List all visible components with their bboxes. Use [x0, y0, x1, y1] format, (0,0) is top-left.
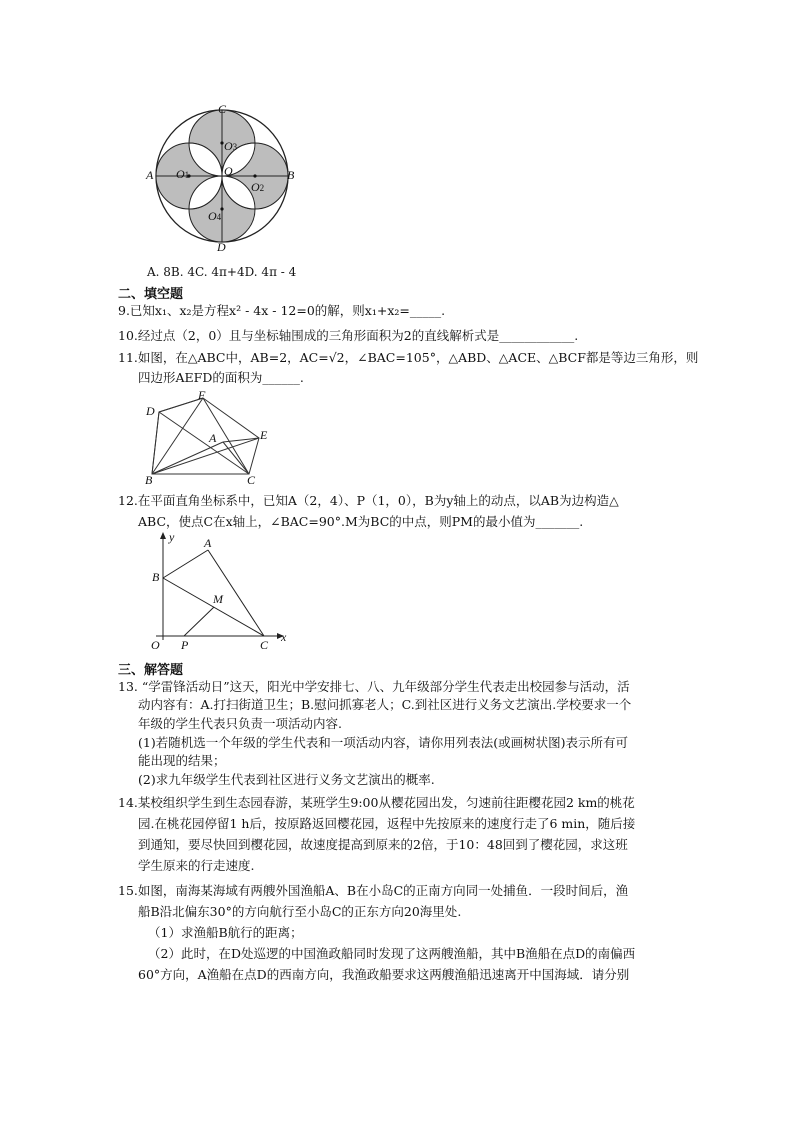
question-15-line1: 15.如图，南海某海域有两艘外国渔船A、B在小岛C的正南方向同一处捕鱼．一段时间后，渔 — [118, 883, 629, 898]
question-15-line2: 船B沿北偏东30°的方向航行至小岛C的正东方向20海里处. — [138, 904, 462, 919]
fig12-label-m: M — [213, 592, 223, 606]
question-11-line1: 11.如图，在△ABC中，AB=2，AC=√2，∠BAC=105°，△ABD、△ACE、△BCF都是等边三角形，则 — [118, 350, 699, 365]
fig12-label-y: y — [169, 530, 175, 544]
fig8-label-o: O — [224, 164, 233, 178]
question-13-line3: 年级的学生代表只负责一项活动内容. — [138, 716, 342, 731]
question-13-line2: 动内容有：A.打扫街道卫生；B.慰问抓寡老人；C.到社区进行义务文艺演出.学校要求一个 — [138, 697, 632, 712]
fig11-label-c: C — [247, 473, 256, 487]
question-15-line3: （1）求渔船B航行的距离； — [148, 925, 303, 940]
fig11-label-d: D — [146, 404, 155, 418]
question-9: 9.已知x₁、x₂是方程x² - 4x - 12=0的解，则x₁+x₂=_____. — [118, 303, 446, 318]
question-15-line4: （2）此时，在D处巡逻的中国渔政船同时发现了这两艘渔船，其中B渔船在点D的南偏西 — [148, 946, 636, 961]
fig12-label-b: B — [152, 570, 160, 584]
q8-options: A. 8B. 4C. 4π+4D. 4π - 4 — [147, 265, 297, 279]
fig8-label-o2: O2 — [251, 180, 265, 194]
fig8-label-o4: O4 — [208, 209, 222, 223]
question-14-line3: 到通知，要尽快回到樱花园，故速度提高到原来的2倍，于10：48回到了樱花园，求这班 — [138, 837, 628, 852]
fig8-label-a: A — [146, 168, 154, 182]
fig8-label-o1: O1 — [176, 167, 190, 181]
fig11-label-e: E — [260, 428, 268, 442]
fig12-label-a: A — [204, 536, 212, 550]
question-10: 10.经过点（2，0）且与坐标轴围成的三角形面积为2的直线解析式是____________. — [118, 328, 579, 343]
question-12-line1: 12.在平面直角坐标系中，已知A（2，4）、P（1，0），B为y轴上的动点，以AB为边构造△ — [118, 493, 619, 508]
section-fill-in: 二、填空题 — [118, 287, 184, 302]
question-14-line2: 园.在桃花园停留1 h后，按原路返回樱花园，返程中先按原来的速度行走了6 min，随后接 — [138, 816, 636, 831]
section-solutions: 三、解答题 — [118, 663, 184, 678]
fig12-label-c: C — [260, 638, 269, 652]
fig11-label-b: B — [145, 473, 153, 487]
question-12-line2: ABC，使点C在x轴上，∠BAC=90°.M为BC的中点，则PM的最小值为_______. — [138, 514, 584, 529]
question-11-line2: 四边形AEFD的面积为______. — [138, 370, 304, 385]
fig12-label-p: P — [181, 638, 189, 652]
fig12-label-o: O — [151, 638, 160, 652]
fig8-label-o3: O3 — [224, 139, 238, 153]
fig8-label-d: D — [217, 240, 226, 254]
question-14-line4: 学生原来的行走速度. — [138, 858, 255, 873]
question-13-line6: (2)求九年级学生代表到社区进行义务文艺演出的概率. — [138, 772, 435, 787]
question-13-line4: (1)若随机选一个年级的学生代表和一项活动内容，请你用列表法(或画树状图)表示所有可 — [138, 735, 628, 750]
question-15-line5: 60°方向，A渔船在点D的西南方向，我渔政船要求这两艘渔船迅速离开中国海域．请分别 — [138, 967, 630, 982]
question-13-line1: 13. “学雷锋活动日”这天，阳光中学安排七、八、九年级部分学生代表走出校园参与活动，活 — [118, 679, 630, 694]
figure-q8-circle-petals — [140, 96, 300, 256]
fig11-label-f: F — [198, 388, 206, 402]
fig8-label-b: B — [287, 168, 295, 182]
question-13-line5: 能出现的结果； — [138, 753, 226, 768]
question-14-line1: 14.某校组织学生到生态园春游，某班学生9:00从樱花园出发，匀速前往距樱花园2 km的桃花 — [118, 795, 635, 810]
fig12-label-x: x — [281, 630, 287, 644]
fig8-label-c: C — [218, 102, 227, 116]
fig11-label-a: A — [209, 431, 217, 445]
